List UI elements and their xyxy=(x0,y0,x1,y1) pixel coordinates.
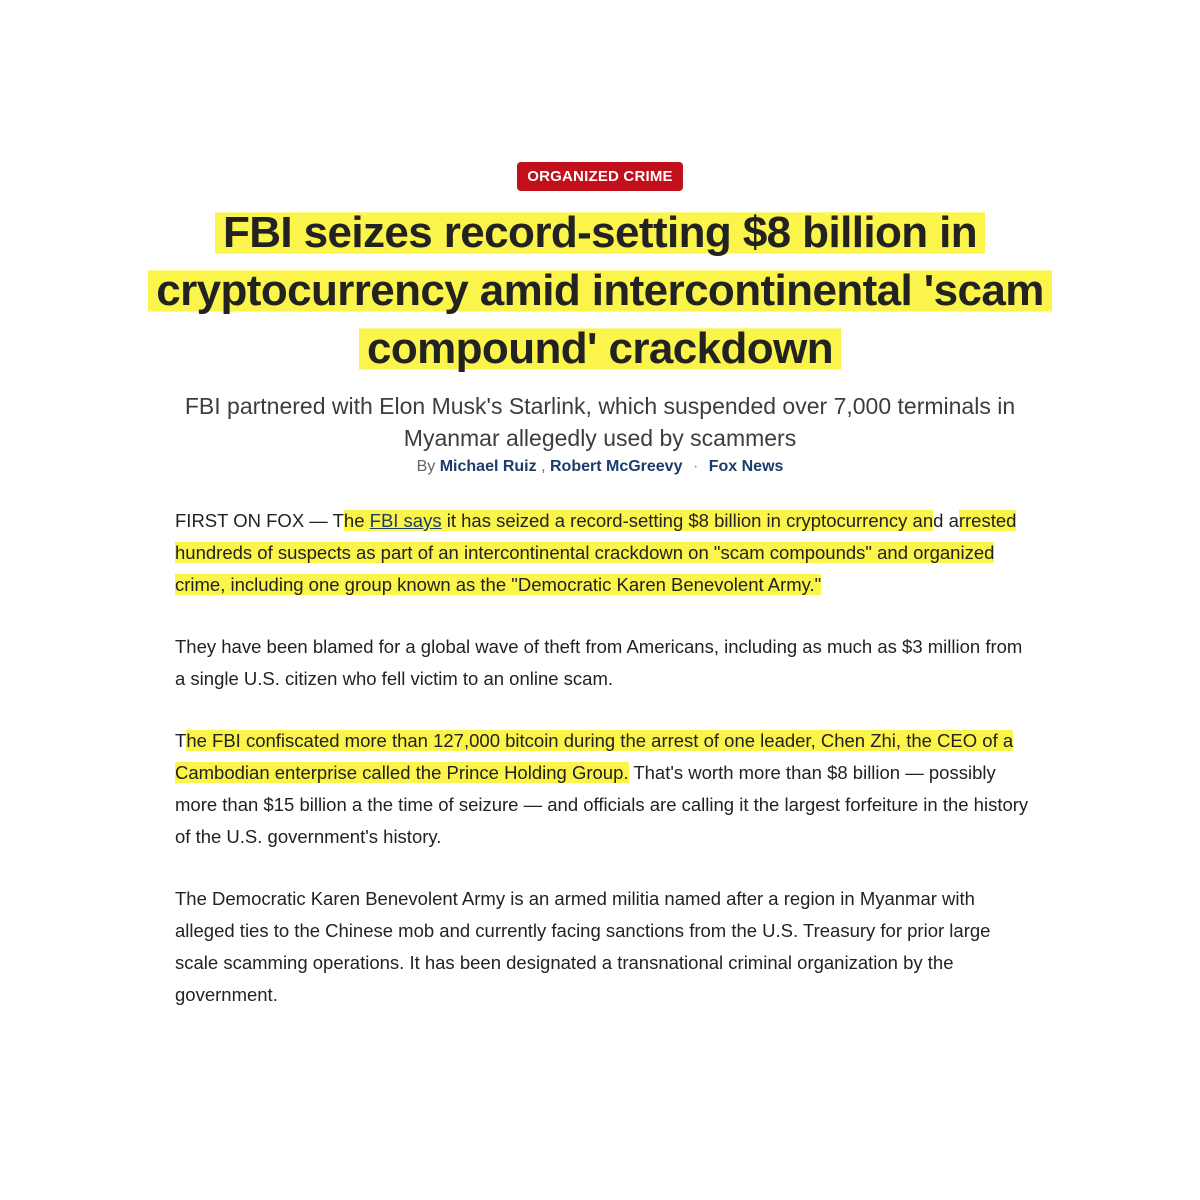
byline-separator: , xyxy=(541,458,546,475)
paragraph-2: They have been blamed for a global wave of theft from Americans, including as much as $3 million from a single U.S. citizen who fell victim to an online scam. xyxy=(175,636,1023,689)
headline-text: FBI seizes record-setting $8 billion in cryptocurrency amid intercontinental 'scam compound' crackdown xyxy=(148,208,1052,373)
paragraph-1-highlight-a: he xyxy=(343,510,370,531)
author-link-michael-ruiz[interactable]: Michael Ruiz xyxy=(439,458,537,475)
category-badge[interactable]: ORGANIZED CRIME xyxy=(517,162,683,191)
paragraph-1-mid: d a xyxy=(933,510,959,531)
paragraph-1 xyxy=(175,505,1035,601)
paragraph-3-highlight: he FBI confiscated more than 127,000 bitcoin during the arrest of one leader, Chen Zhi, the CEO of a Cambodian enterprise called the Prince Holding Group. xyxy=(175,730,1014,783)
paragraph-4: The Democratic Karen Benevolent Army is an armed militia named after a region in Myanmar with alleged ties to the Chinese mob and currently facing sanctions from the U.S. Treasury for prior large scale scamming operations. It has been designated a transnational criminal organization by the government. xyxy=(175,888,991,1005)
headline xyxy=(90,204,1110,378)
byline-dot: · xyxy=(692,458,699,475)
paragraph-1-lead: FIRST ON FOX — T xyxy=(175,510,344,531)
byline xyxy=(0,456,1200,478)
category-row xyxy=(0,162,1200,191)
byline-prefix: By xyxy=(416,458,436,475)
article-body xyxy=(175,505,1035,1041)
paragraph-1-tail: enevolent Army." xyxy=(683,574,822,595)
paragraph-1-highlight-c: rrested hundreds of suspects as part of an intercontinental crackdown on "scam compounds" and organized crime, including one group known as the "Democratic Karen B xyxy=(175,510,1017,595)
paragraph-1-highlight-b: it has seized a record-setting $8 billion in cryptocurrency an xyxy=(441,510,934,531)
fbi-says-link[interactable]: FBI says xyxy=(369,510,442,531)
paragraph-3-lead: T xyxy=(175,730,187,751)
subheadline: FBI partnered with Elon Musk's Starlink, which suspended over 7,000 terminals in Myanmar allegedly used by scammers xyxy=(184,393,1016,451)
author-link-robert-mcgreevy[interactable]: Robert McGreevy xyxy=(549,458,683,475)
paragraph-3 xyxy=(175,725,1035,853)
source-link-fox-news[interactable]: Fox News xyxy=(708,458,784,475)
paragraph-3-tail: That's worth more than $8 billion — possibly more than $15 billion a the time of seizure — and officials are calling it the largest forfeiture in the history of the U.S. government's history. xyxy=(175,762,1029,847)
